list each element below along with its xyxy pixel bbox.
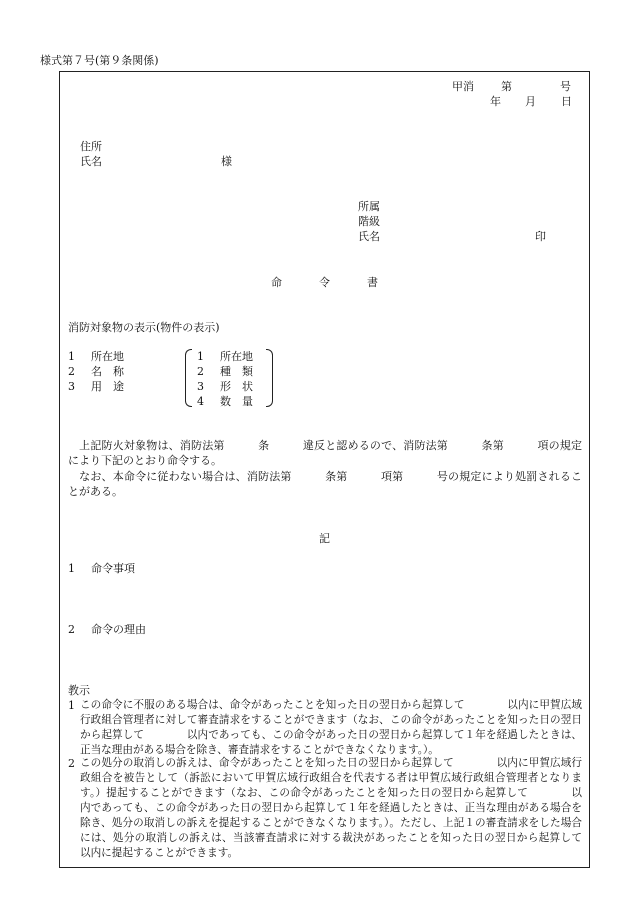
section-num: 2 xyxy=(68,623,75,636)
seal-mark: 印 xyxy=(535,230,546,243)
recipient-name-label: 氏名 xyxy=(80,155,102,168)
notice-item-num: 2 xyxy=(68,757,75,770)
property-item-num: 3 xyxy=(197,380,204,393)
doc-number-prefix: 甲消 xyxy=(452,80,474,93)
section-label: 命令事項 xyxy=(91,562,135,575)
issuer-rank-label: 階級 xyxy=(358,215,380,228)
document-title-char: 命 xyxy=(271,276,282,289)
building-item-num: 1 xyxy=(68,350,75,363)
property-item-label: 形 状 xyxy=(220,380,253,393)
date-month: 月 xyxy=(525,95,536,108)
property-item-label: 数 量 xyxy=(220,395,253,408)
notice-item-num: 1 xyxy=(68,699,75,712)
property-item-label: 種 類 xyxy=(220,365,253,378)
body-paragraph: なお、本命令に従わない場合は、消防法第 条第 項第 号の規定により処罰されることがある。 xyxy=(68,470,582,498)
date-day: 日 xyxy=(561,95,572,108)
building-item-num: 2 xyxy=(68,365,75,378)
section-num: 1 xyxy=(68,562,75,575)
notice-item-text: この処分の取消しの訴えは、命令があったことを知った日の翌日から起算して 以内に甲賀広域行政組合を被告として（訴訟において甲賀広域行政組合を代表する者は甲賀広域行政組合管理者となります。）提起することができます（なお、この命令があったことを知った日の翌日から起算して 以内であっても、この命令があった日の翌日から起算して１年を経過したときは、正当な理由がある場合を除き、処分の取消しの訴えを提起することができなくなります。）。ただし、上記１の審査請求をした場合には、処分の取消しの訴えは、当該審査請求に対する裁決があったことを知った日の翌日から起算して 以内に提起することができます。 xyxy=(80,757,625,859)
notice-item-text: この命令に不服のある場合は、命令があったことを知った日の翌日から起算して 以内に甲賀広域行政組合管理者に対して審査請求をすることができます（なお、この命令があったことを知った日の翌日から起算して 以内であっても、この命令があった日の翌日から起算して１年を経過したときは、正当な理由がある場合を除き、審査請求をすることができなくなります。）。 xyxy=(80,699,582,756)
property-item-num: 1 xyxy=(197,350,204,363)
section-label: 命令の理由 xyxy=(91,623,146,636)
notice-heading: 教示 xyxy=(68,684,90,697)
doc-number-dai: 第 xyxy=(501,80,512,93)
date-year: 年 xyxy=(490,95,501,108)
property-item-num: 4 xyxy=(197,395,204,408)
property-item-num: 2 xyxy=(197,365,204,378)
property-item-label: 所在地 xyxy=(220,350,253,363)
issuer-affiliation-label: 所属 xyxy=(358,200,380,213)
recipient-honorific: 様 xyxy=(221,155,232,168)
building-item-label: 用 途 xyxy=(91,380,124,393)
document-title-char: 書 xyxy=(367,276,378,289)
document-title-char: 令 xyxy=(319,276,330,289)
building-item-num: 3 xyxy=(68,380,75,393)
body-paragraph: 上記防火対象物は、消防法第 条 違反と認めるので、消防法第 条第 項の規定により下記のとおり命令する。 xyxy=(68,439,582,467)
ki-heading: 記 xyxy=(319,532,330,545)
building-item-label: 所在地 xyxy=(91,350,124,363)
bracket-left xyxy=(185,349,192,407)
bracket-right xyxy=(266,349,273,407)
doc-number-go: 号 xyxy=(560,80,571,93)
issuer-name-label: 氏名 xyxy=(358,230,380,243)
recipient-address-label: 住所 xyxy=(80,140,102,153)
target-heading: 消防対象物の表示(物件の表示) xyxy=(68,321,220,334)
form-label: 様式第７号(第９条関係) xyxy=(40,54,159,67)
building-item-label: 名 称 xyxy=(91,365,124,378)
